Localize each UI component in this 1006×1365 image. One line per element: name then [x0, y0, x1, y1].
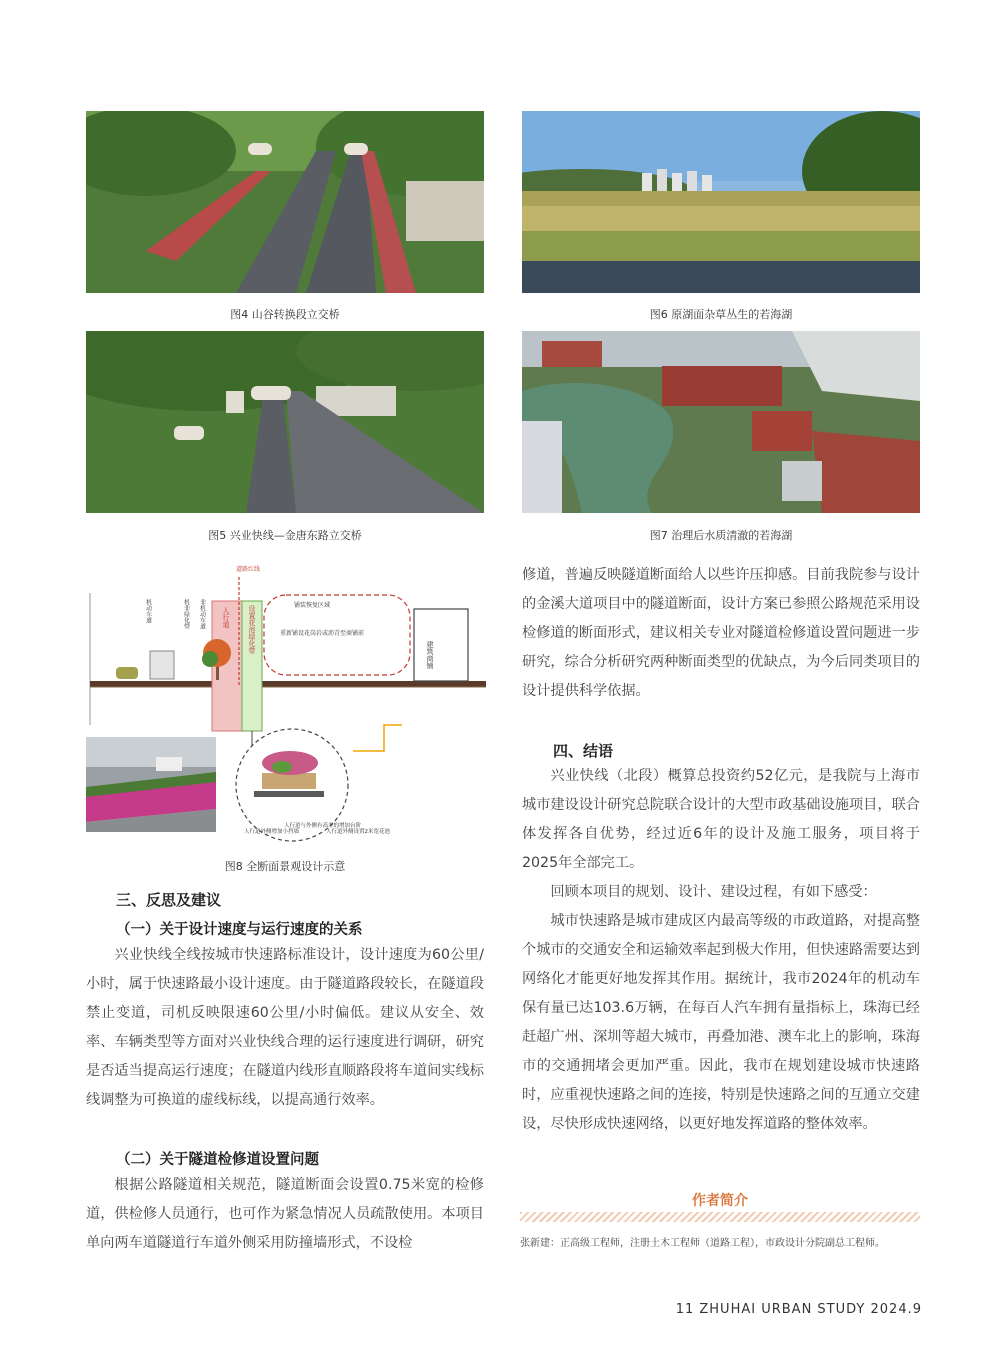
fig4-caption: 图4 山谷转换段立交桥 — [230, 308, 340, 321]
note1-label: 人行道外侧增加小挡墙 — [244, 829, 300, 835]
nonmotor-lane-label: 非机动车道 — [198, 599, 206, 629]
sidewalk-label: 人行道 — [222, 607, 230, 628]
section3-title: 三、反思及建议 — [116, 891, 222, 909]
fig5-photo — [86, 331, 484, 513]
shops-label: 建筑商铺 — [426, 641, 434, 669]
sub1-paragraph: 兴业快线全线按城市快速路标准设计，设计速度为60公里/小时，属于快速路最小设计速度。由于隧道路段较长，在隧道段禁止变道，司机反映限速60公里/小时偏低。建议从安全、效率、车辆类型等方面对兴业快线合理的运行速度进行调研，研究是否适当提高运行速度；在隧道内线形直顺路段将车道间实线标线调整为可换道的虚线标线，以提高通行效率。 — [86, 947, 484, 1108]
conclusion-paragraph-3: 城市快速路是城市建成区内最高等级的市政道路，对提高整个城市的交通安全和运输效率起到极大作用，但快速路需要达到网络化才能更好地发挥其作用。据统计，我市2024年的机动车保有量已达103.6万辆，在每百人汽车拥有量指标上，珠海已经赶超广州、深圳等超大城市，再叠加港、澳车北上的影响，珠海市的交通拥堵会更加严重。因此，我市在规划建设城市快速路时，应重视快速路之间的连接，特别是快速路之间的互通立交建设，尽快形成快速网络，以更好地发挥道路的整体效率。 — [522, 913, 920, 1132]
author-divider — [520, 1212, 920, 1222]
page-footer: 11 ZHUHAI URBAN STUDY 2024.9 — [675, 1302, 922, 1317]
fig7-caption: 图7 治理后水质清澈的若海湖 — [649, 529, 793, 542]
sub1-title: （一）关于设计速度与运行速度的关系 — [116, 922, 363, 938]
section4-title: 四、结语 — [553, 742, 614, 760]
conclusion-paragraph-2: 回顾本项目的规划、设计、建设过程，有如下感受： — [550, 884, 877, 900]
sub2-title: （二）关于隧道检修道设置问题 — [116, 1152, 319, 1168]
author-bio: 张新建：正高级工程师，注册土木工程师（道路工程），市政设计分院副总工程师。 — [520, 1238, 885, 1249]
fig8-inset-photo — [86, 737, 216, 832]
continued-paragraph: 修道，普遍反映隧道断面给人以些许压抑感。目前我院参与设计的金溪大道项目中的隧道断面，设计方案已参照公路规范采用设检修道的断面形式，建议相关专业对隧道检修道设置问题进一步研究，综合分析研究两种断面类型的优缺点，为今后同类项目的设计提供科学依据。 — [522, 567, 920, 699]
fig5-caption: 图5 兴业快线—金唐东路立交桥 — [208, 529, 362, 542]
motor-lane-label: 机动车道 — [144, 599, 152, 623]
flower-belt-label: 设置花池绿化带 — [248, 605, 256, 654]
author-title: 作者简介 — [692, 1193, 748, 1209]
reset-paving-label: 重新铺设花岗岩或沥青至商铺前 — [280, 630, 365, 637]
note3-label: 人行道外侧设置2米宽花池 — [326, 829, 391, 835]
fig4-photo — [86, 111, 484, 293]
note2-label: 人行道与外侧有高差的增加台阶 — [284, 823, 362, 829]
fig6-photo — [522, 111, 920, 293]
conclusion-paragraph-1: 兴业快线（北段）概算总投资约52亿元，是我院与上海市城市建设设计研究总院联合设计的大型市政基础设施项目，联合体发挥各自优势，经过近6年的设计及施工服务，项目将于2025年全部完工。 — [522, 768, 920, 871]
fig8-caption: 图8 全断面景观设计示意 — [224, 860, 346, 873]
fig7-photo — [522, 331, 920, 513]
fig6-caption: 图6 原湖面杂草丛生的若海湖 — [649, 308, 793, 321]
paving-area-label: 铺装恢复区域 — [294, 602, 331, 609]
nonmotor-green-label: 机非绿化带 — [182, 599, 190, 629]
red-line-label: 道路红线 — [236, 566, 261, 573]
sub2-paragraph: 根据公路隧道相关规范，隧道断面会设置0.75米宽的检修道，供检修人员通行，也可作为紧急情况人员疏散使用。本项目单向两车道隧道行车道外侧采用防撞墙形式，不设检 — [86, 1177, 484, 1251]
